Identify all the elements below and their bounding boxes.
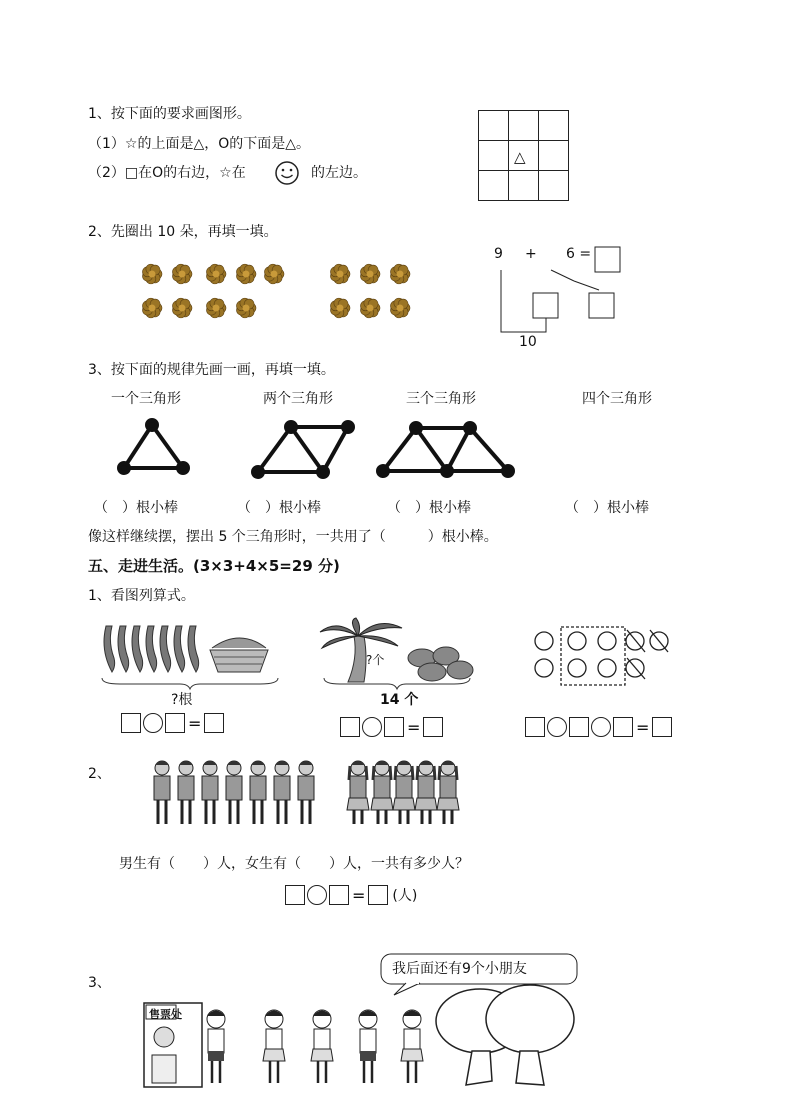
girl-figure — [371, 761, 393, 824]
boy-figure — [178, 761, 194, 824]
q3-title: 3、按下面的规律先画一画，再填一填。 — [88, 362, 335, 378]
equals-sign: = — [352, 885, 366, 905]
flower-icon — [360, 298, 380, 318]
answer-box[interactable] — [329, 885, 349, 905]
s3-speech: 我后面还有9个小朋友 — [392, 961, 527, 977]
answer-box[interactable] — [569, 717, 589, 737]
answer-box[interactable] — [613, 717, 633, 737]
boy-figure — [250, 761, 266, 824]
boy-figure — [154, 761, 170, 824]
boy-figure — [202, 761, 218, 824]
brace-b — [322, 676, 472, 690]
s1-title: 1、看图列算式。 — [88, 588, 195, 604]
s2-question: 男生有（ ）人，女生有（ ）人，一共有多少人？ — [119, 856, 469, 872]
s1-equation-b[interactable] — [340, 717, 443, 737]
child-in-line — [401, 1010, 423, 1083]
girl-figure — [437, 761, 459, 824]
answer-box[interactable] — [204, 713, 224, 733]
q3-label-4: 四个三角形 — [582, 391, 652, 407]
boy-figure — [226, 761, 242, 824]
children-image — [150, 758, 470, 830]
operator-circle[interactable] — [362, 717, 382, 737]
girl-figure — [347, 761, 369, 824]
child-in-line — [207, 1010, 225, 1083]
flower-icon — [236, 298, 256, 318]
answer-box[interactable] — [165, 713, 185, 733]
bananas-basket-image — [100, 620, 280, 680]
queue-scene-image — [140, 985, 580, 1095]
flower-icon — [172, 264, 192, 284]
q1-line1: （1）☆的上面是△，O的下面是△。 — [88, 136, 311, 152]
flower-icon — [206, 264, 226, 284]
q3-label-2: 两个三角形 — [263, 391, 333, 407]
q1-line2b: 的左边。 — [311, 165, 367, 181]
answer-box[interactable] — [368, 885, 388, 905]
q1-line2a: （2）□在O的右边，☆在 — [88, 165, 246, 181]
answer-box[interactable] — [121, 713, 141, 733]
equals-sign: = — [636, 717, 650, 737]
answer-box[interactable] — [423, 717, 443, 737]
s2-title: 2、 — [88, 766, 111, 782]
q3-label-1: 一个三角形 — [111, 391, 181, 407]
s2-unit: (人) — [392, 888, 418, 904]
flower-icon — [330, 264, 350, 284]
answer-box[interactable] — [652, 717, 672, 737]
s1-label-b1: ?个 — [366, 653, 385, 667]
operator-circle[interactable] — [143, 713, 163, 733]
child-in-line — [359, 1010, 377, 1083]
girl-figure — [393, 761, 415, 824]
circles-image — [530, 624, 670, 690]
operator-circle[interactable] — [307, 885, 327, 905]
flower-icon — [264, 264, 284, 284]
s1-equation-a[interactable] — [121, 713, 224, 733]
operator-circle[interactable] — [547, 717, 567, 737]
boy-figure — [274, 761, 290, 824]
q2-eq-a: 9 — [494, 246, 503, 262]
q3-sticks-2[interactable]: （ ）根小棒 — [237, 500, 321, 516]
flower-icon — [142, 298, 162, 318]
q3-label-3: 三个三角形 — [406, 391, 476, 407]
smiley-face-icon — [274, 160, 300, 186]
flower-icon — [142, 264, 162, 284]
s1-label-a: ?根 — [171, 692, 193, 708]
q2-eq-op: + — [525, 246, 537, 262]
q1-title: 1、按下面的要求画图形。 — [88, 106, 251, 122]
q3-sticks-1[interactable]: （ ）根小棒 — [94, 500, 178, 516]
flower-icon — [390, 264, 410, 284]
answer-box[interactable] — [384, 717, 404, 737]
child-in-line — [263, 1010, 285, 1083]
s1-equation-c[interactable] — [525, 717, 672, 737]
answer-box[interactable] — [285, 885, 305, 905]
make-ten-diagram — [494, 246, 624, 356]
equals-sign: = — [407, 717, 421, 737]
flower-icon — [330, 298, 350, 318]
flowers-group — [138, 262, 428, 322]
q2-eq-b: 6 = — [566, 246, 592, 262]
boy-figure — [298, 761, 314, 824]
q3-continue: 像这样继续摆，摆出 5 个三角形时，一共用了（ ）根小棒。 — [88, 529, 498, 545]
palm-coconuts-image — [318, 618, 478, 684]
s2-equation[interactable] — [285, 885, 417, 905]
grid-center-triangle: △ — [514, 148, 526, 166]
flower-icon — [206, 298, 226, 318]
brace-a — [100, 676, 280, 690]
operator-circle[interactable] — [591, 717, 611, 737]
q3-sticks-3[interactable]: （ ）根小棒 — [387, 500, 471, 516]
child-in-line — [311, 1010, 333, 1083]
flower-icon — [390, 298, 410, 318]
s3-title: 3、 — [88, 975, 111, 991]
q3-sticks-4[interactable]: （ ）根小棒 — [565, 500, 649, 516]
flower-icon — [360, 264, 380, 284]
flower-icon — [172, 298, 192, 318]
q2-ten: 10 — [519, 334, 537, 350]
answer-box[interactable] — [525, 717, 545, 737]
girl-figure — [415, 761, 437, 824]
flower-icon — [236, 264, 256, 284]
answer-box[interactable] — [340, 717, 360, 737]
stick-triangles — [110, 415, 530, 485]
s1-label-b2: 14 个 — [380, 692, 419, 708]
ticket-booth-label: 售票处 — [149, 1008, 182, 1021]
q2-title: 2、先圈出 10 朵，再填一填。 — [88, 224, 278, 240]
section5-title: 五、走进生活。(3×3+4×5=29 分) — [88, 557, 340, 575]
equals-sign: = — [188, 713, 202, 733]
